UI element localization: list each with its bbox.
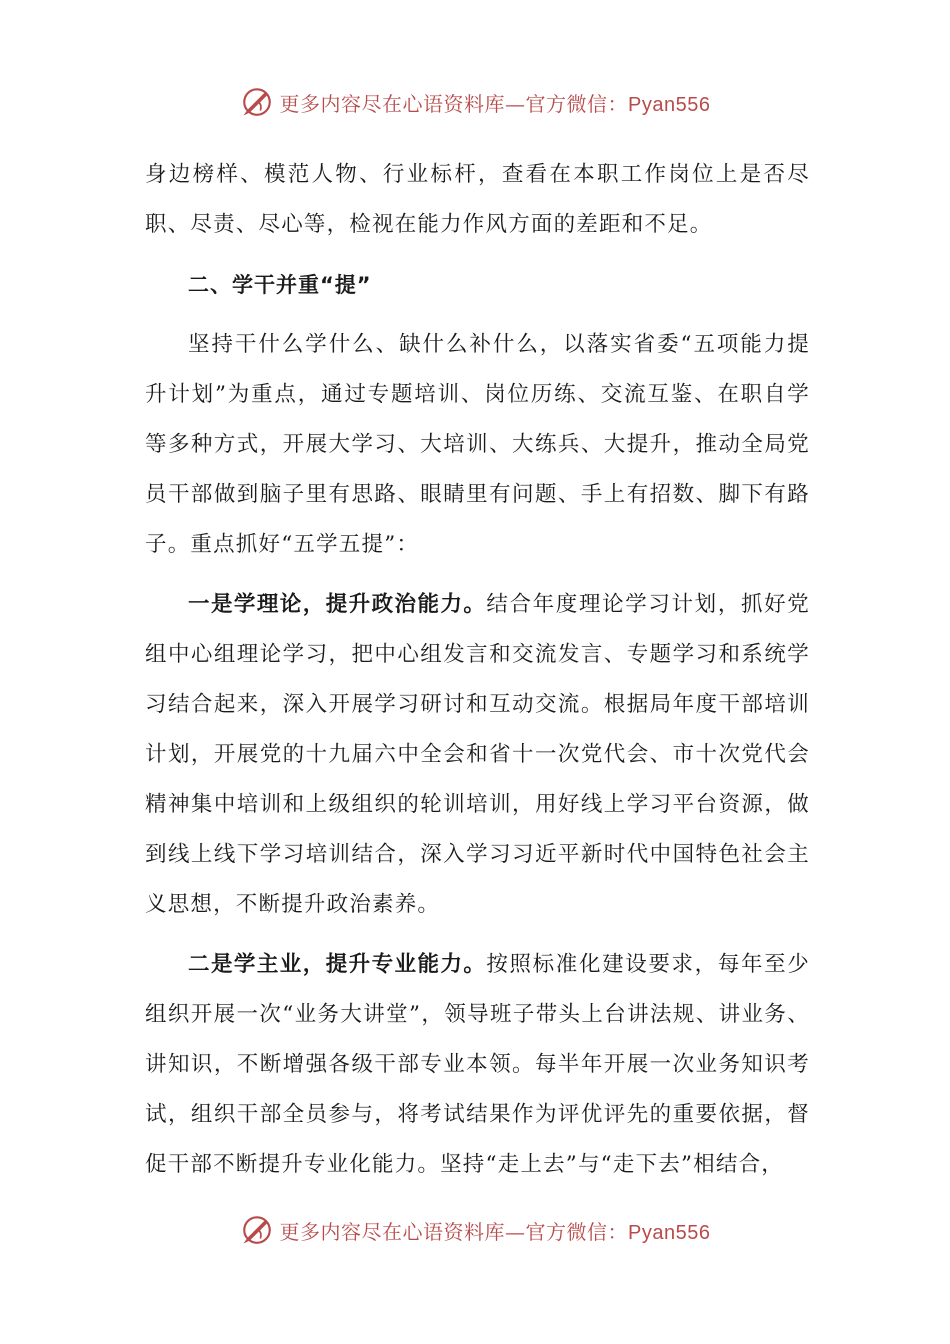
wechat-id: Pyan556 <box>628 1221 711 1244</box>
paragraph-intro: 坚持干什么学什么、缺什么补什么，以落实省委“五项能力提升计划”为重点，通过专题培训、岗位历练、交流互鉴、在职自学等多种方式，开展大学习、大培训、大练兵、大提升，推动全局党员干部做到脑子里有思路、眼睛里有问题、手上有招数、脚下有路子。重点抓好“五学五提”： <box>145 332 810 557</box>
header-watermark <box>0 80 950 124</box>
paragraph-text: 按照标准化建设要求，每年至少组织开展一次“业务大讲堂”，领导班子带头上台讲法规、讲业务、讲知识，不断增强各级干部专业本领。每半年开展一次业务知识考试，组织干部全员参与，将考试结果作为评优评先的重要依据，督促干部不断提升专业化能力。坚持“走上去”与“走下去”相结合， <box>145 952 810 1177</box>
section-heading: 二、学干并重“提” <box>188 273 372 297</box>
paragraph-lead: 二是学主业，提升专业能力。 <box>188 952 487 977</box>
paragraph-continued: 身边榜样、模范人物、行业标杆，查看在本职工作岗位上是否尽职、尽责、尽心等，检视在能力作风方面的差距和不足。 <box>145 162 810 237</box>
paragraph-political-ability <box>145 580 810 930</box>
watermark-text: 更多内容尽在心语资料库—官方微信：Pyan556 <box>279 91 711 116</box>
pen-logo-icon <box>240 1213 274 1247</box>
paragraph-text: 结合年度理论学习计划，抓好党组中心组理论学习，把中心组发言和交流发言、专题学习和系统学习结合起来，深入开展学习研讨和互动交流。根据局年度干部培训计划，开展党的十九届六中全会和省十一次党代会、市十次党代会精神集中培训和上级组织的轮训培训，用好线上学习平台资源，做到线上线下学习培训结合，深入学习习近平新时代中国特色社会主义思想，不断提升政治素养。 <box>145 592 810 917</box>
pen-logo-icon <box>240 85 274 119</box>
footer-watermark <box>0 1208 950 1252</box>
document-body <box>145 150 810 1200</box>
paragraph-professional-ability <box>145 940 810 1190</box>
paragraph-lead: 一是学理论，提升政治能力。 <box>188 592 487 617</box>
watermark-text: 更多内容尽在心语资料库—官方微信：Pyan556 <box>279 1219 711 1244</box>
wechat-id: Pyan556 <box>628 93 711 116</box>
